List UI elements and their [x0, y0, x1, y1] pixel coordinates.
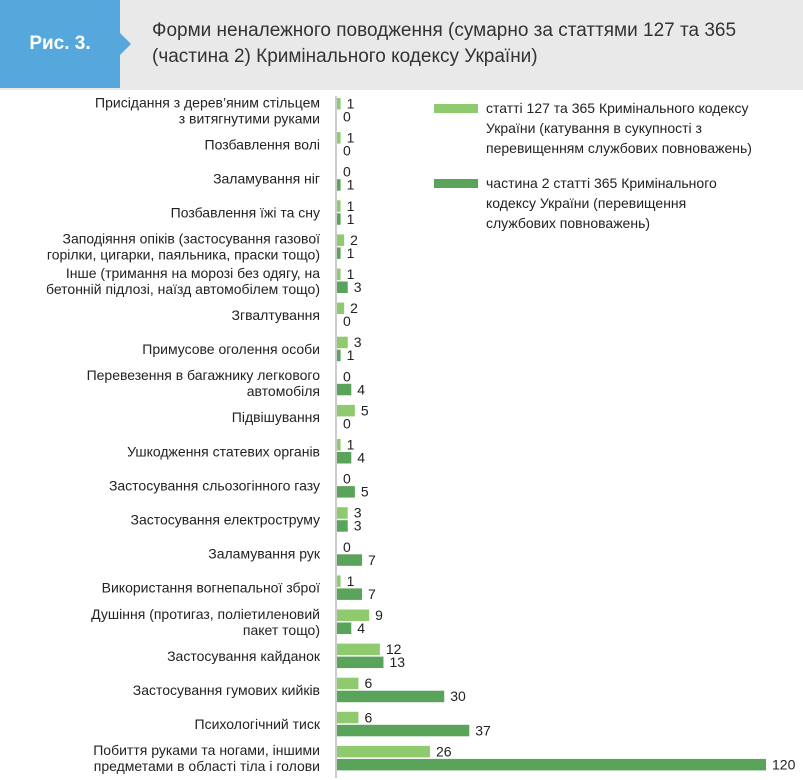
- category-label: пакет тощо): [242, 621, 320, 638]
- category-label: Душіння (протигаз, поліетиленовий: [91, 605, 320, 622]
- figure-title: Форми неналежного поводження (сумарно за статтями 127 та 365 (частина 2) Кримінального кодексу України): [152, 20, 737, 67]
- bar-series-2: [337, 623, 351, 635]
- bar-series-1: [337, 644, 380, 656]
- bar-series-2: [337, 213, 341, 225]
- bar-series-1: [337, 234, 344, 246]
- category-label: з витягнутими руками: [178, 110, 320, 127]
- category-label: Інше (тримання на морозі без одягу, на: [65, 264, 320, 281]
- legend-label: України (катування в сукупності з: [486, 120, 702, 136]
- category-label: бетонній підлозі, наїзд автомобілем тощо): [45, 280, 320, 297]
- data-label-series-1: 0: [343, 163, 351, 180]
- data-label-series-2: 7: [368, 585, 376, 602]
- data-label-series-1: 12: [385, 641, 402, 658]
- category-label: автомобіля: [246, 383, 320, 400]
- data-label-series-2: 1: [346, 244, 355, 261]
- category-label: Позбавлення волі: [204, 136, 320, 153]
- legend-swatch-series-2: [434, 179, 478, 188]
- category-label: Застосування сльозогінного газу: [108, 477, 320, 494]
- bar-series-2: [337, 384, 351, 396]
- data-label-series-2: 4: [357, 449, 366, 466]
- data-label-series-2: 13: [389, 654, 406, 671]
- data-label-series-1: 2: [350, 231, 358, 248]
- data-label-series-2: 3: [353, 517, 362, 534]
- category-label: Примусове оголення особи: [142, 340, 320, 357]
- category-label: Заламування ніг: [213, 170, 320, 187]
- bar-series-1: [337, 439, 341, 451]
- category-label: Присідання з дерев’яним стільцем: [95, 94, 320, 111]
- data-label-series-2: 0: [343, 142, 351, 159]
- category-label: Застосування електроструму: [130, 511, 320, 528]
- data-label-series-2: 0: [343, 313, 351, 330]
- legend-label: перевищенням службових повноважень): [486, 140, 752, 156]
- bar-series-2: [337, 759, 766, 771]
- category-label: Використання вогнепальної зброї: [101, 579, 320, 596]
- bar-series-1: [337, 746, 430, 758]
- category-label: Побиття руками та ногами, іншими: [93, 742, 320, 759]
- bar-series-1: [337, 507, 348, 519]
- bar-series-1: [337, 200, 341, 212]
- bar-series-1: [337, 575, 341, 587]
- category-label: Заподіяння опіків (застосування газової: [62, 230, 320, 247]
- data-label-series-1: 1: [346, 129, 355, 146]
- bar-series-2: [337, 657, 383, 669]
- data-label-series-1: 1: [346, 266, 355, 282]
- legend-label: частина 2 статті 365 Кримінального: [486, 175, 717, 191]
- category-label: Психологічний тиск: [194, 716, 320, 733]
- data-label-series-2: 4: [357, 381, 366, 398]
- bar-series-2: [337, 486, 355, 498]
- category-label: предметами в області тіла і голови: [93, 758, 320, 775]
- data-label-series-2: 1: [346, 347, 355, 364]
- bar-series-2: [337, 588, 362, 600]
- bar-series-2: [337, 520, 348, 532]
- bar-series-1: [337, 712, 358, 724]
- bar-series-1: [337, 132, 341, 144]
- data-label-series-1: 5: [360, 402, 369, 419]
- data-label-series-1: 1: [346, 197, 355, 214]
- data-label-series-1: 6: [364, 675, 373, 692]
- bar-series-1: [337, 98, 341, 110]
- data-label-series-1: 0: [343, 470, 351, 487]
- legend-swatch-series-1: [434, 104, 478, 113]
- data-label-series-1: 1: [346, 572, 355, 589]
- category-label: Ушкодження статевих органів: [127, 443, 320, 460]
- data-label-series-2: 5: [360, 483, 369, 500]
- bar-series-2: [337, 179, 341, 191]
- data-label-series-2: 30: [450, 688, 466, 705]
- data-label-series-2: 3: [353, 279, 362, 295]
- category-label: Підвішування: [231, 409, 320, 426]
- data-label-series-2: 4: [357, 620, 366, 636]
- data-label-series-2: 1: [346, 176, 355, 193]
- category-label: Згвалтування: [231, 306, 320, 323]
- legend: [434, 100, 752, 231]
- bar-series-2: [337, 691, 444, 703]
- data-label-series-2: 0: [343, 415, 351, 432]
- data-label-series-1: 0: [343, 538, 351, 555]
- bar-series-2: [337, 282, 348, 294]
- data-label-series-1: 26: [435, 743, 452, 760]
- bar-series-2: [337, 452, 351, 464]
- data-label-series-2: 37: [475, 722, 491, 739]
- data-label-series-2: 1: [346, 210, 355, 227]
- figure-badge: Рис. 3.: [0, 0, 120, 88]
- bar-series-2: [337, 554, 362, 566]
- category-label: Позбавлення їжі та сну: [170, 204, 320, 221]
- data-label-series-2: 120: [772, 756, 796, 773]
- data-label-series-2: 0: [343, 108, 351, 125]
- category-label: горілки, цигарки, паяльника, праски тощо): [46, 246, 320, 263]
- data-label-series-1: 0: [343, 368, 351, 385]
- category-label: Застосування кайданок: [167, 647, 320, 664]
- data-label-series-1: 1: [346, 95, 355, 112]
- data-label-series-1: 2: [350, 300, 358, 317]
- data-label-series-1: 3: [353, 334, 362, 351]
- legend-label: статті 127 та 365 Кримінального кодексу: [486, 100, 749, 116]
- bar-series-2: [337, 247, 341, 259]
- data-label-series-1: 3: [353, 504, 362, 521]
- data-label-series-2: 7: [368, 551, 376, 568]
- bar-series-2: [337, 725, 469, 737]
- legend-label: службових повноважень): [486, 215, 651, 231]
- category-label: Застосування гумових кийків: [132, 681, 320, 698]
- category-label: Перевезення в багажнику легкового: [86, 367, 320, 384]
- data-label-series-1: 1: [346, 436, 355, 453]
- bar-series-1: [337, 269, 341, 281]
- category-label: Заламування рук: [208, 545, 320, 562]
- bar-series-2: [337, 350, 341, 362]
- data-label-series-1: 9: [375, 607, 383, 623]
- bar-series-1: [337, 678, 358, 690]
- legend-label: кодексу України (перевищення: [486, 195, 687, 211]
- data-label-series-1: 6: [364, 709, 373, 726]
